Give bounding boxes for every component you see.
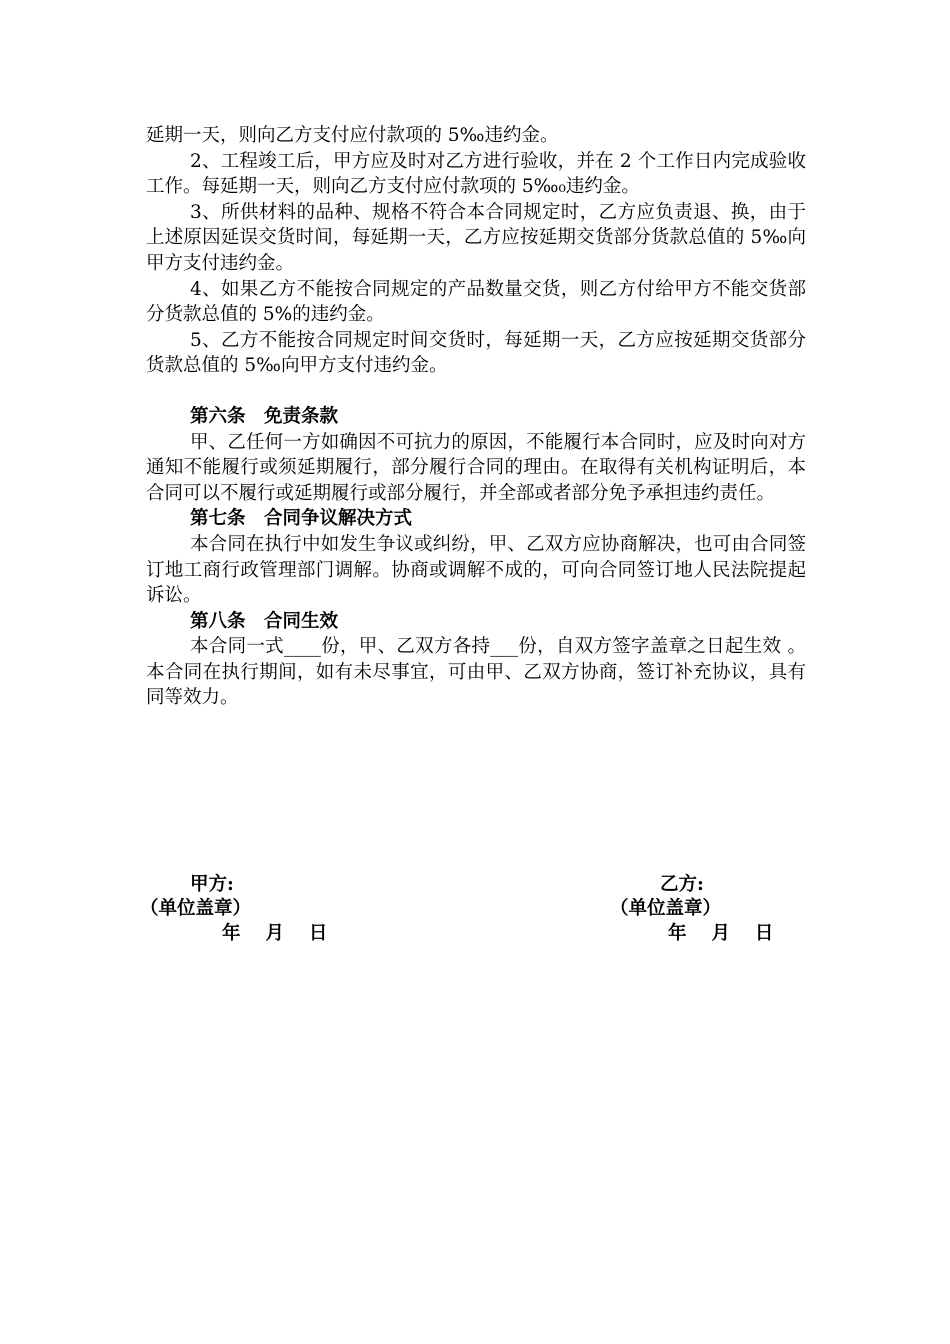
contract-body (146, 123, 806, 711)
party-a-date: 年 月 日 (222, 923, 328, 944)
paragraph-clause-3: 3、所供材料的品种、规格不符合本合同规定时，乙方应负责退、换，由于上述原因延误交货时间，每延期一天，乙方应按延期交货部分货款总值的 5‰向甲方支付违约金。 (146, 201, 806, 274)
paragraph-clause-4: 4、如果乙方不能按合同规定的产品数量交货，则乙方付给甲方不能交货部分货款总值的 5%的违约金。 (146, 278, 806, 326)
party-a-seal: （单位盖章） (140, 898, 252, 919)
article-6-heading: 第六条 免责条款 (190, 405, 339, 427)
paragraph-penalty-continuation: 延期一天，则向乙方支付应付款项的 5‰违约金。 (146, 125, 559, 146)
article-7-heading: 第七条 合同争议解决方式 (190, 508, 413, 530)
paragraph-clause-5: 5、乙方不能按合同规定时间交货时，每延期一天，乙方应按延期交货部分货款总值的 5‰向甲方支付违约金。 (146, 329, 806, 377)
party-b-label: 乙方: (660, 874, 704, 895)
article-7-body: 本合同在执行中如发生争议或纠纷，甲、乙双方应协商解决，也可由合同签订地工商行政管理部门调解。协商或调解不成的，可向合同签订地人民法院提起诉讼。 (146, 533, 806, 607)
article-6-body: 甲、乙任何一方如确因不可抗力的原因，不能履行本合同时，应及时向对方通知不能履行或须延期履行，部分履行合同的理由。在取得有关机构证明后，本合同可以不履行或延期履行或部分履行，并全部或者部分免予承担违约责任。 (146, 431, 806, 504)
blank-line (146, 379, 806, 404)
party-a-label: 甲方: (190, 874, 234, 895)
article-8-body: 本合同一式____份，甲、乙双方各持___份，自双方签字盖章之日起生效 。本合同在执行期间，如有未尽事宜，可由甲、乙双方协商，签订补充协议，具有同等效力。 (146, 636, 806, 709)
article-8-heading: 第八条 合同生效 (190, 610, 339, 632)
party-b-date: 年 月 日 (668, 923, 774, 944)
paragraph-clause-2: 2、工程竣工后，甲方应及时对乙方进行验收，并在 2 个工作日内完成验收工作。每延期一天，则向乙方支付应付款项的 5‰₀违约金。 (146, 150, 806, 198)
party-b-seal: （单位盖章） (610, 898, 722, 919)
